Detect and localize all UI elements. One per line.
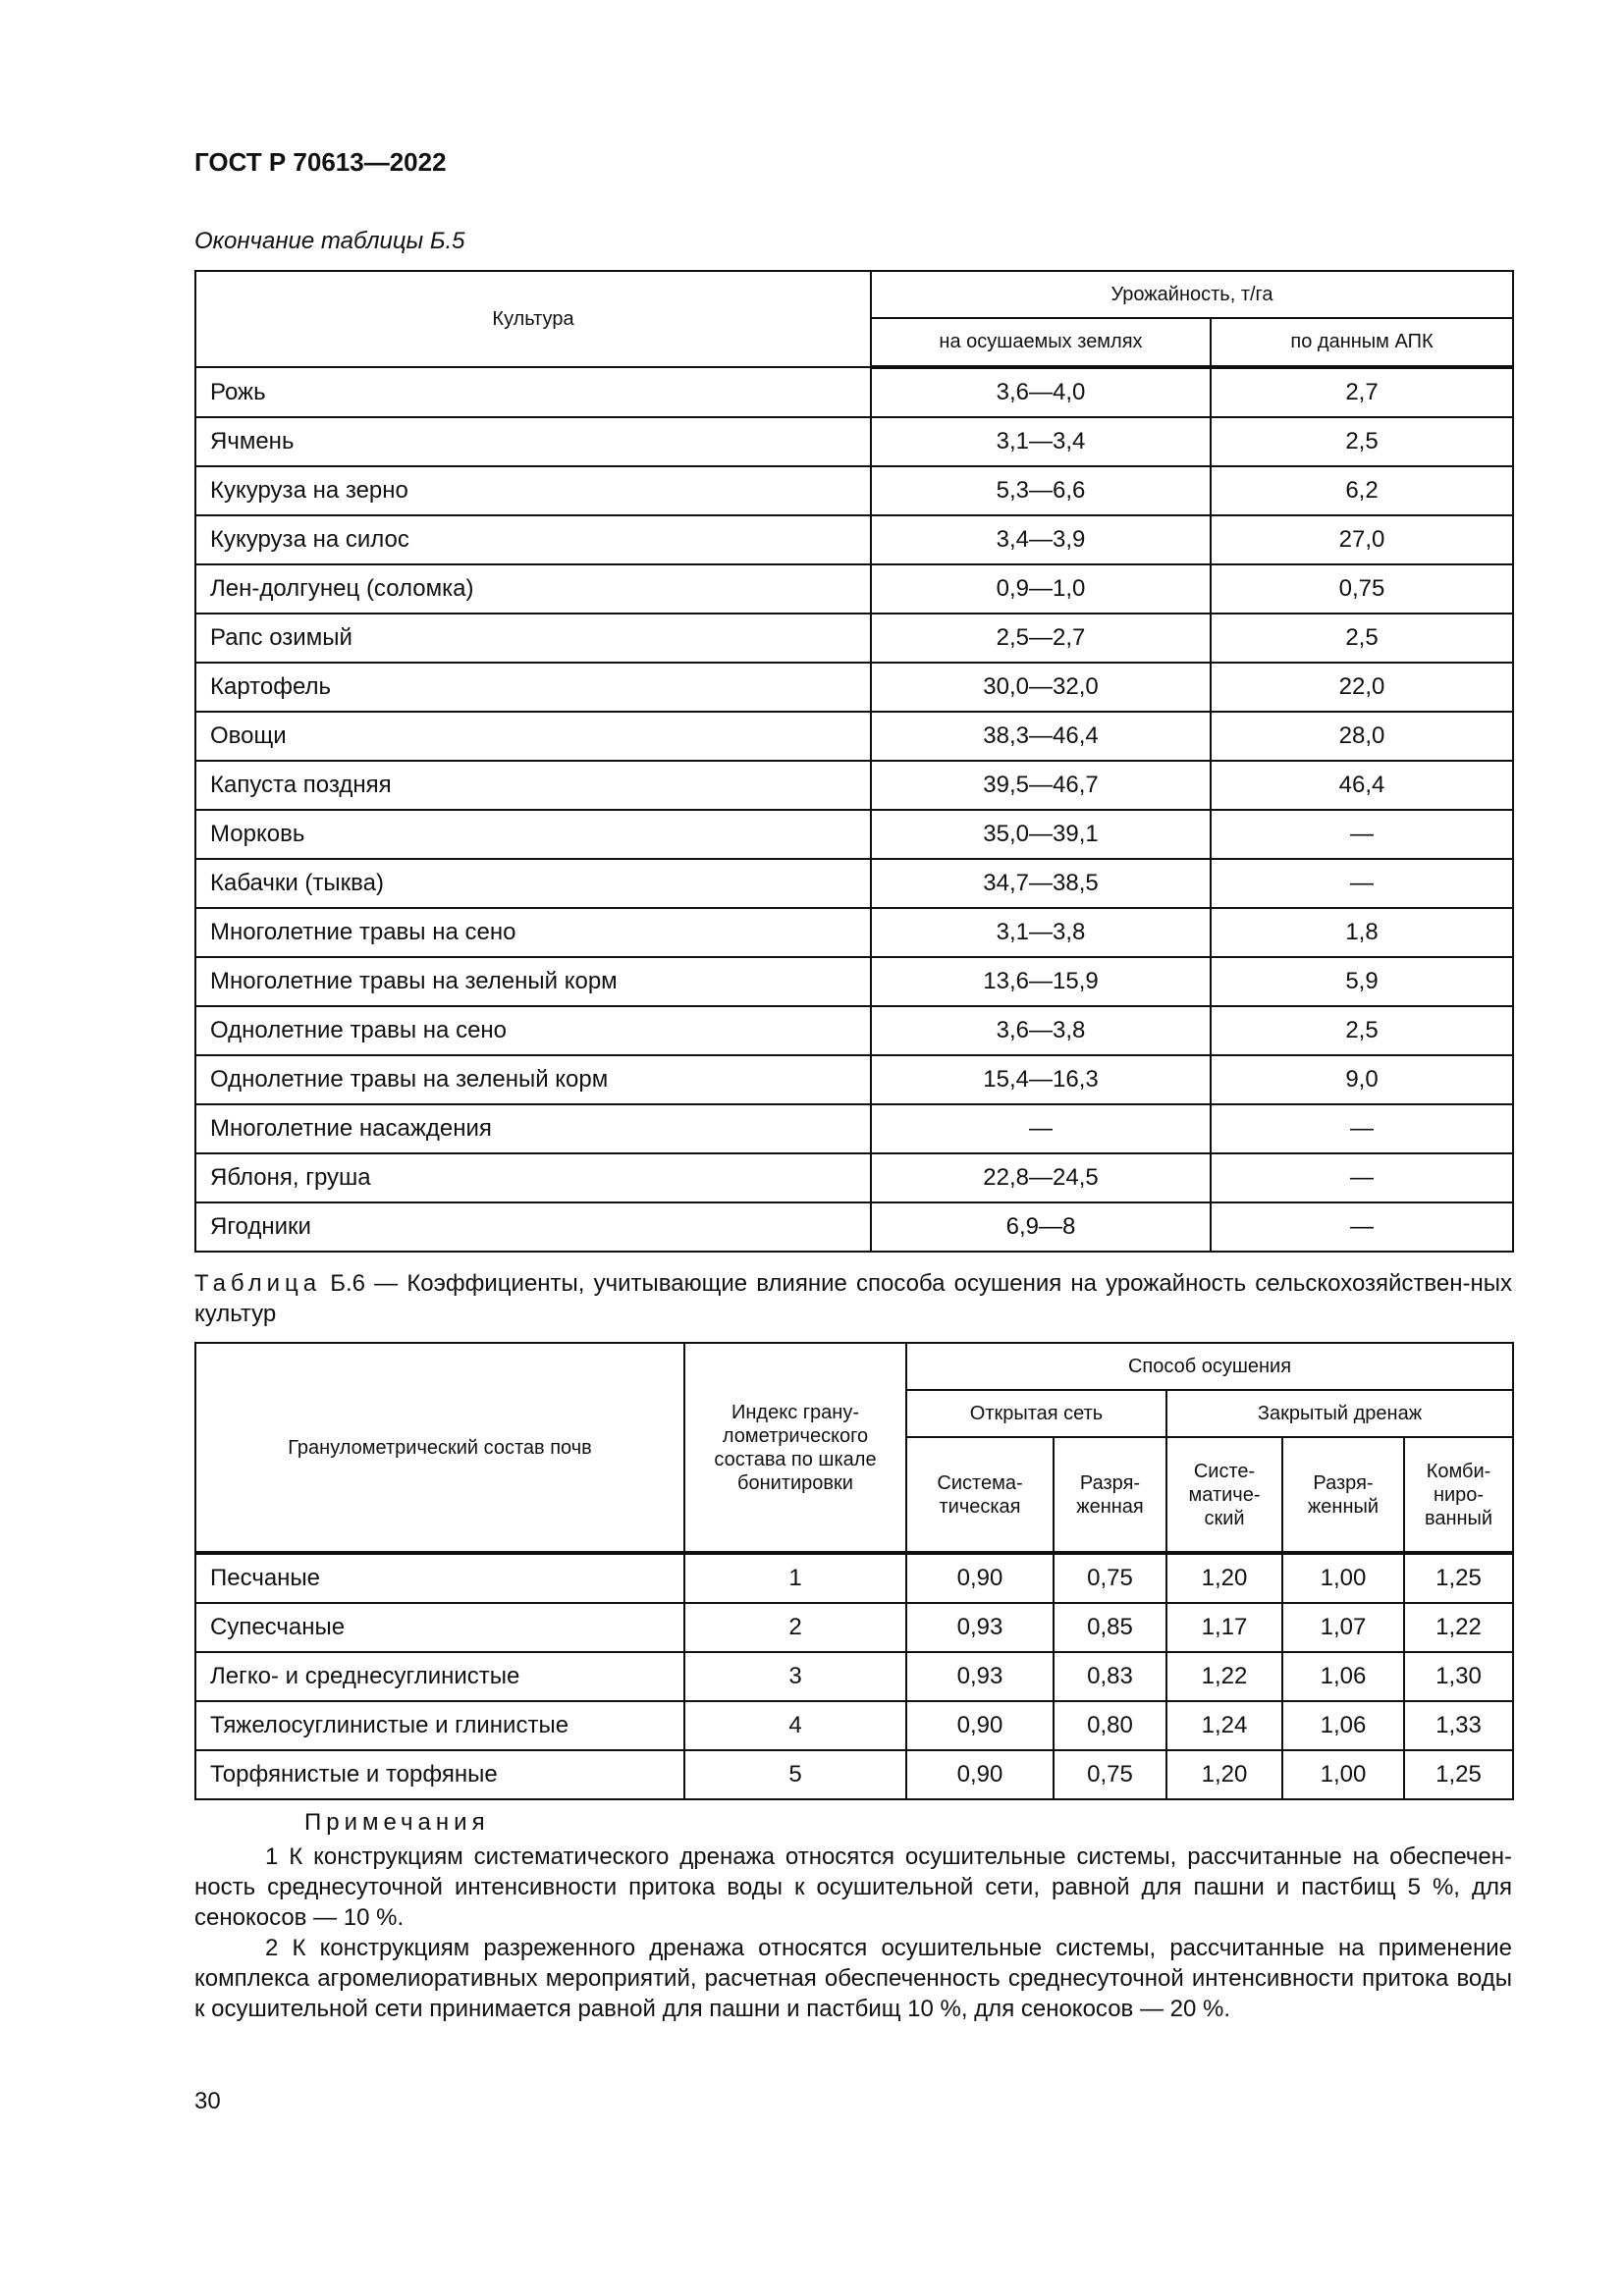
header-open-sparse: Разря-женная [1054, 1437, 1166, 1553]
table-row [195, 1553, 1513, 1603]
header-drainage-method: Способ осушения [906, 1343, 1513, 1390]
table-row [195, 1104, 1513, 1153]
table-row [195, 1153, 1513, 1202]
closed-combined-cell: 1,22 [1404, 1603, 1513, 1652]
culture-cell: Однолетние травы на зеленый корм [195, 1055, 871, 1104]
apk-yield-cell: 2,5 [1211, 1006, 1513, 1055]
index-cell: 3 [684, 1652, 906, 1701]
apk-yield-cell: 6,2 [1211, 466, 1513, 515]
culture-cell: Ячмень [195, 417, 871, 466]
table-row [195, 761, 1513, 810]
apk-yield-cell: 2,7 [1211, 367, 1513, 417]
drained-yield-cell: 22,8—24,5 [871, 1153, 1211, 1202]
culture-cell: Кукуруза на силос [195, 515, 871, 564]
table-row [195, 1006, 1513, 1055]
closed-sparse-cell: 1,00 [1282, 1750, 1404, 1799]
page-number: 30 [194, 2088, 221, 2114]
apk-yield-cell: 2,5 [1211, 614, 1513, 663]
index-cell: 2 [684, 1603, 906, 1652]
drained-yield-cell: 34,7—38,5 [871, 859, 1211, 908]
note-1: 1 К конструкциям систематического дренажа относятся осушительные системы, рассчитанные на обеспечен-ность среднесуточной интенсивности притока воды к осушительной сети, равной для пашни и пастбищ 5 %, для сенокосов — 10 %. [194, 1843, 1512, 1931]
closed-sparse-cell: 1,07 [1282, 1603, 1404, 1652]
header-soil-composition: Гранулометрический состав почв [195, 1343, 684, 1553]
closed-combined-cell: 1,33 [1404, 1701, 1513, 1750]
table-row [195, 466, 1513, 515]
apk-yield-cell: 5,9 [1211, 957, 1513, 1006]
closed-sparse-cell: 1,06 [1282, 1701, 1404, 1750]
table-row [195, 1055, 1513, 1104]
culture-cell: Многолетние травы на зеленый корм [195, 957, 871, 1006]
apk-yield-cell: 1,8 [1211, 908, 1513, 957]
header-closed-systematic: Систе-матиче-ский [1166, 1437, 1282, 1553]
table-row [195, 1652, 1513, 1701]
drained-yield-cell: 3,6—4,0 [871, 367, 1211, 417]
open-sparse-cell: 0,83 [1054, 1652, 1166, 1701]
culture-cell: Многолетние насаждения [195, 1104, 871, 1153]
table-row [195, 614, 1513, 663]
table-row [195, 810, 1513, 859]
apk-yield-cell: — [1211, 1153, 1513, 1202]
notes-title: Примечания [304, 1809, 490, 1836]
drained-yield-cell: 3,1—3,8 [871, 908, 1211, 957]
header-drained-lands: на осушаемых землях [871, 318, 1211, 367]
culture-cell: Рожь [195, 367, 871, 417]
drained-yield-cell: 3,4—3,9 [871, 515, 1211, 564]
culture-cell: Капуста поздняя [195, 761, 871, 810]
open-systematic-cell: 0,93 [906, 1603, 1054, 1652]
soil-cell: Тяжелосуглинистые и глинистые [195, 1701, 684, 1750]
table-row [195, 908, 1513, 957]
closed-systematic-cell: 1,22 [1166, 1652, 1282, 1701]
open-systematic-cell: 0,93 [906, 1652, 1054, 1701]
closed-sparse-cell: 1,00 [1282, 1553, 1404, 1603]
table-row [195, 1750, 1513, 1799]
header-apk-data: по данным АПК [1211, 318, 1513, 367]
table-row [195, 1202, 1513, 1252]
soil-cell: Легко- и среднесуглинистые [195, 1652, 684, 1701]
apk-yield-cell: — [1211, 810, 1513, 859]
open-systematic-cell: 0,90 [906, 1701, 1054, 1750]
table-row [195, 957, 1513, 1006]
culture-cell: Ягодники [195, 1202, 871, 1252]
header-closed-combined: Комби-ниро-ванный [1404, 1437, 1513, 1553]
closed-combined-cell: 1,25 [1404, 1750, 1513, 1799]
header-closed-sparse: Разря-женный [1282, 1437, 1404, 1553]
open-systematic-cell: 0,90 [906, 1750, 1054, 1799]
table-b6-caption-label: Таблица [194, 1270, 322, 1297]
index-cell: 5 [684, 1750, 906, 1799]
index-cell: 4 [684, 1701, 906, 1750]
drained-yield-cell: 35,0—39,1 [871, 810, 1211, 859]
index-cell: 1 [684, 1553, 906, 1603]
header-yield: Урожайность, т/га [871, 271, 1513, 318]
apk-yield-cell: — [1211, 1104, 1513, 1153]
closed-sparse-cell: 1,06 [1282, 1652, 1404, 1701]
table-row [195, 712, 1513, 761]
drained-yield-cell: 38,3—46,4 [871, 712, 1211, 761]
apk-yield-cell: — [1211, 1202, 1513, 1252]
document-code: ГОСТ Р 70613—2022 [194, 147, 447, 177]
culture-cell: Лен-долгунец (соломка) [195, 564, 871, 614]
table-row [195, 515, 1513, 564]
table-row [195, 1701, 1513, 1750]
soil-cell: Торфянистые и торфяные [195, 1750, 684, 1799]
drained-yield-cell: 30,0—32,0 [871, 663, 1211, 712]
apk-yield-cell: 28,0 [1211, 712, 1513, 761]
culture-cell: Картофель [195, 663, 871, 712]
table-b6-caption-text: Б.6 — Коэффициенты, учитывающие влияние способа осушения на урожайность сельскохозяйствен-ных культур [194, 1270, 1512, 1327]
open-sparse-cell: 0,75 [1054, 1750, 1166, 1799]
drained-yield-cell: 39,5—46,7 [871, 761, 1211, 810]
apk-yield-cell: 46,4 [1211, 761, 1513, 810]
apk-yield-cell: — [1211, 859, 1513, 908]
open-sparse-cell: 0,85 [1054, 1603, 1166, 1652]
apk-yield-cell: 9,0 [1211, 1055, 1513, 1104]
closed-systematic-cell: 1,20 [1166, 1553, 1282, 1603]
header-granulometric-index: Индекс грану-лометрического состава по шкале бонитировки [684, 1343, 906, 1553]
culture-cell: Овощи [195, 712, 871, 761]
culture-cell: Яблоня, груша [195, 1153, 871, 1202]
drained-yield-cell: 3,1—3,4 [871, 417, 1211, 466]
culture-cell: Рапс озимый [195, 614, 871, 663]
open-sparse-cell: 0,75 [1054, 1553, 1166, 1603]
open-sparse-cell: 0,80 [1054, 1701, 1166, 1750]
culture-cell: Кукуруза на зерно [195, 466, 871, 515]
culture-cell: Многолетние травы на сено [195, 908, 871, 957]
drained-yield-cell: 3,6—3,8 [871, 1006, 1211, 1055]
closed-systematic-cell: 1,17 [1166, 1603, 1282, 1652]
table-row [195, 564, 1513, 614]
header-open-network: Открытая сеть [906, 1390, 1166, 1437]
closed-systematic-cell: 1,20 [1166, 1750, 1282, 1799]
drained-yield-cell: 15,4—16,3 [871, 1055, 1211, 1104]
header-closed-drainage: Закрытый дренаж [1166, 1390, 1513, 1437]
table-b5 [194, 270, 1514, 1253]
apk-yield-cell: 2,5 [1211, 417, 1513, 466]
closed-combined-cell: 1,30 [1404, 1652, 1513, 1701]
table-row [195, 859, 1513, 908]
note-2: 2 К конструкциям разреженного дренажа относятся осушительные системы, рассчитанные на применение комплекса агромелиоративных мероприятий, расчетная обеспеченность среднесуточной интенсивности притока воды к осушительной сети принимается равной для пашни и пастбищ 10 %, для сенокосов — 20 %. [194, 1935, 1512, 2022]
soil-cell: Песчаные [195, 1553, 684, 1603]
culture-cell: Морковь [195, 810, 871, 859]
apk-yield-cell: 22,0 [1211, 663, 1513, 712]
open-systematic-cell: 0,90 [906, 1553, 1054, 1603]
table-b6 [194, 1342, 1514, 1800]
table-row [195, 367, 1513, 417]
drained-yield-cell: 0,9—1,0 [871, 564, 1211, 614]
drained-yield-cell: 13,6—15,9 [871, 957, 1211, 1006]
table-row [195, 663, 1513, 712]
table-row [195, 1603, 1513, 1652]
apk-yield-cell: 27,0 [1211, 515, 1513, 564]
table-row [195, 417, 1513, 466]
table-b5-caption: Окончание таблицы Б.5 [194, 228, 465, 254]
culture-cell: Кабачки (тыква) [195, 859, 871, 908]
soil-cell: Супесчаные [195, 1603, 684, 1652]
drained-yield-cell: — [871, 1104, 1211, 1153]
drained-yield-cell: 6,9—8 [871, 1202, 1211, 1252]
drained-yield-cell: 5,3—6,6 [871, 466, 1211, 515]
header-culture: Культура [195, 271, 871, 367]
apk-yield-cell: 0,75 [1211, 564, 1513, 614]
culture-cell: Однолетние травы на сено [195, 1006, 871, 1055]
header-open-systematic: Система-тическая [906, 1437, 1054, 1553]
drained-yield-cell: 2,5—2,7 [871, 614, 1211, 663]
closed-systematic-cell: 1,24 [1166, 1701, 1282, 1750]
closed-combined-cell: 1,25 [1404, 1553, 1513, 1603]
table-b6-caption [194, 1268, 1512, 1329]
